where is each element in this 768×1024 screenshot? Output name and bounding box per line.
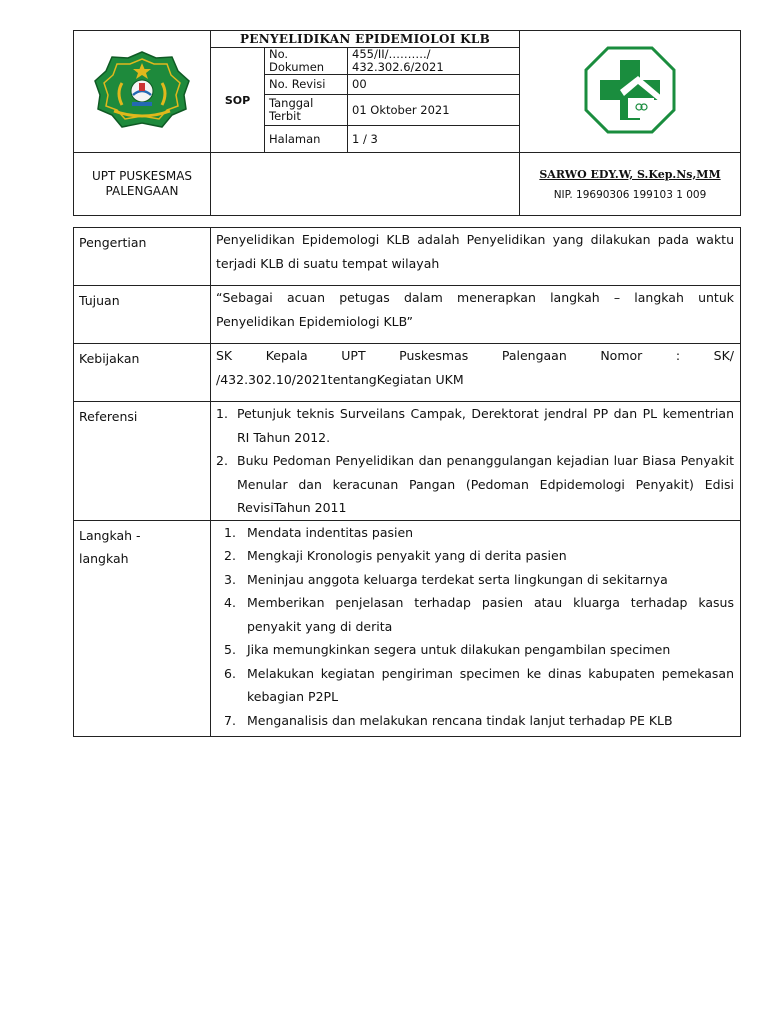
tujuan-text: “Sebagai acuan petugas dalam menerapkan langkah – langkah untuk Penyelidikan Epidemiologi KLB” [216,290,734,329]
langkah-item-4: Memberikan penjelasan terhadap pasien atau kluarga terhadap kasus penyakit yang di derita [247,595,734,634]
organization-line-2: PALENGAAN [105,184,179,198]
langkah-item-3: Meninjau anggota keluarga terdekat serta lingkungan di sekitarnya [247,571,668,587]
field-label-no-revisi: No. Revisi [265,75,348,95]
referensi-list [216,402,734,520]
list-item: 5. Jika memungkinkan segera untuk dilakukan pengambilan specimen [224,642,671,657]
label-kebijakan: Kebijakan [74,344,211,402]
signature-block [520,153,741,216]
content-kebijakan [211,344,741,402]
langkah-item-7: Menganalisis dan melakukan rencana tindak lanjut terhadap PE KLB [247,712,673,728]
document-title: PENYELIDIKAN EPIDEMIOLOI KLB [211,31,520,48]
langkah-item-6: Melakukan kegiatan pengiriman specimen ke dinas kabupaten pemekasan kebagian P2PL [247,665,734,704]
row-kebijakan [74,344,741,402]
langkah-item-1: Mendata indentitas pasien [247,524,414,540]
referensi-item-1: Petunjuk teknis Surveilans Campak, Derektorat jendral PP dan PL kementrian RI Tahun 2012. [237,406,734,445]
field-value-halaman: 1 / 3 [348,126,520,153]
langkah-list [216,521,734,733]
row-pengertian [74,228,741,286]
list-item: 7. Menganalisis dan melakukan rencana tindak lanjut terhadap PE KLB [224,712,673,728]
content-langkah [211,520,741,736]
list-item: 2. Mengkaji Kronologis penyakit yang di derita pasien [224,548,567,563]
label-pengertian: Pengertian [74,228,211,286]
sop-header-table [73,30,741,216]
right-logo-cell [520,31,741,153]
label-langkah-line-1: Langkah - [79,527,141,543]
label-tujuan: Tujuan [74,286,211,344]
field-value-no-revisi: 00 [348,75,520,95]
row-tujuan [74,286,741,344]
organization-name [74,153,211,216]
langkah-item-2: Mengkaji Kronologis penyakit yang di derita pasien [247,548,567,563]
sop-body-table [73,227,741,737]
list-item: 4. Memberikan penjelasan terhadap pasien atau kluarga terhadap kasus penyakit yang di derita [224,595,734,634]
field-label-tanggal-terbit: Tanggal Terbit [265,95,348,126]
kebijakan-text: SK Kepala UPT Puskesmas Palengaan Nomor : SK/ /432.302.10/2021tentangKegiatan UKM [216,348,734,387]
list-item: 1. Petunjuk teknis Surveilans Campak, Derektorat jendral PP dan PL kementrian RI Tahun 2012. [216,406,734,445]
list-item: 6. Melakukan kegiatan pengiriman specimen ke dinas kabupaten pemekasan kebagian P2PL [224,665,734,704]
list-item: 2. Buku Pedoman Penyelidikan dan penanggulangan kejadian luar Biasa Penyakit Menular dan keracunan Pangan (Pedoman Edpidemologi Penyakit) Edisi RevisiTahun 2011 [216,453,734,515]
pengertian-text: Penyelidikan Epidemologi KLB adalah Penyelidikan yang dilakukan pada waktu terjadi KLB di suatu tempat wilayah [216,232,734,271]
kabupaten-emblem-icon [92,49,192,131]
signer-nip: NIP. 19690306 199103 1 009 [553,188,707,201]
row-referensi [74,402,741,521]
label-langkah-line-2: langkah [79,551,129,566]
langkah-item-5: Jika memungkinkan segera untuk dilakukan pengambilan specimen [247,642,671,657]
list-item: 3. Meninjau anggota keluarga terdekat serta lingkungan di sekitarnya [224,571,668,587]
content-pengertian [211,228,741,286]
field-label-no-dokumen: No. Dokumen [265,48,348,75]
empty-middle-cell [211,153,520,216]
label-referensi: Referensi [74,402,211,521]
field-value-no-dokumen: 455/II/………./ 432.302.6/2021 [348,48,520,75]
referensi-item-2: Buku Pedoman Penyelidikan dan penanggulangan kejadian luar Biasa Penyakit Menular dan keracunan Pangan (Pedoman Edpidemologi Penyakit) Edisi RevisiTahun 2011 [237,453,734,515]
row-langkah [74,520,741,736]
list-item: 1. Mendata indentitas pasien [224,524,414,540]
content-referensi [211,402,741,521]
sop-label: SOP [211,48,265,153]
signer-name: SARWO EDY.W, S.Kep.Ns,MM [539,167,721,181]
left-logo-cell [74,31,211,153]
field-value-tanggal-terbit: 01 Oktober 2021 [348,95,520,126]
organization-line-1: UPT PUSKESMAS [91,169,193,183]
field-label-halaman: Halaman [265,126,348,153]
puskesmas-logo-icon [584,46,676,134]
content-tujuan [211,286,741,344]
label-langkah [74,520,211,736]
